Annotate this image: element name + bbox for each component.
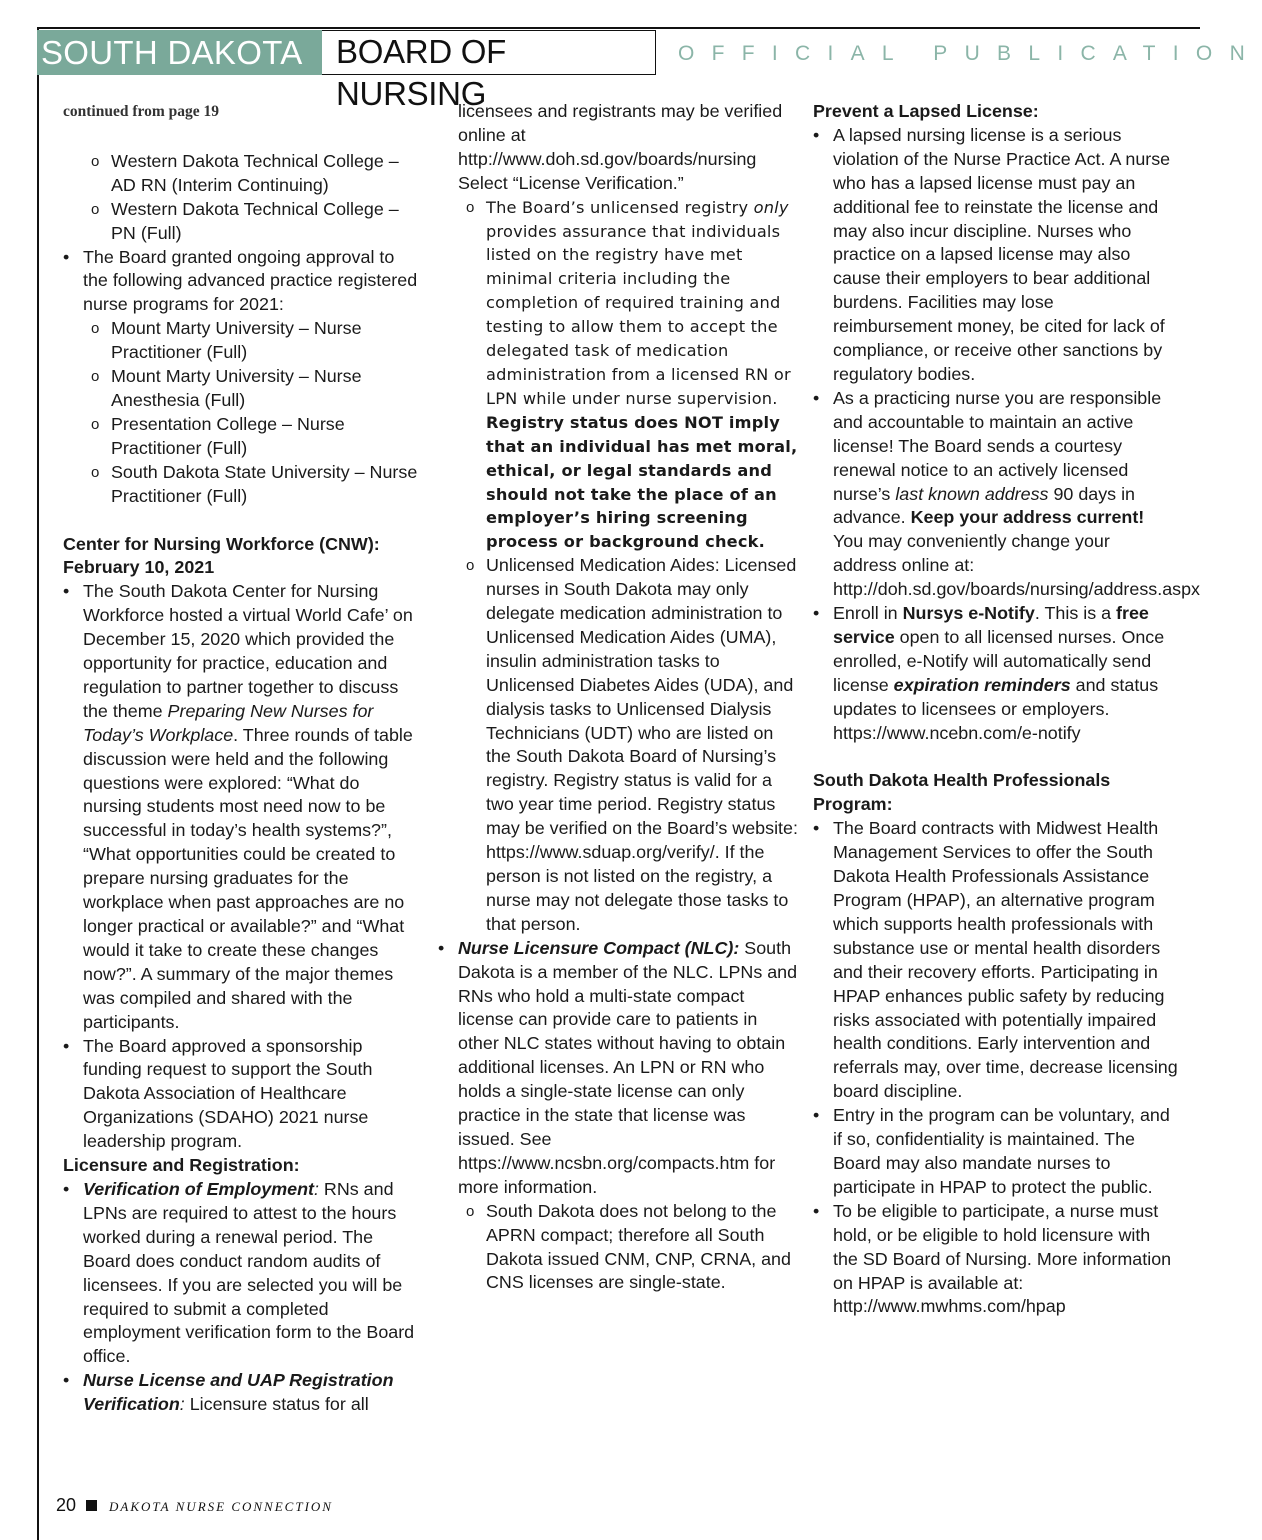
list-item: o Presentation College – Nurse Practitioner (Full) — [91, 413, 345, 458]
hpap-heading: South Dakota Health Professionals Program: — [813, 770, 1111, 815]
list-item: • The South Dakota Center for Nursing Workforce hosted a virtual World Cafe’ on December 15, 2020 which provided the opportunity for practice, education and regulation to partner together to discuss the theme Preparing New Nurses for Today’s Workplace. Three rounds of table discussion were held and the following questions were explored: “What do nursing students most need now to be successful in today’s health systems?”, “What opportunities could be created to prepare nursing graduates for the workplace when past approaches are no longer practical or available?” and “What would it take to create these changes now?”. A summary of the major themes was compiled and shared with the participants. — [63, 581, 413, 1032]
list-item: • The Board contracts with Midwest Health Management Services to offer the South Dakota Health Professionals Assistance Program (HPAP), an alternative program which supports health professionals with substance use or mental health disorders and their recovery efforts. Participating in HPAP enhances public safety by reducing risks associated with potentially impaired health conditions. Early intervention and referrals may, over time, decrease licensing board discipline. — [813, 818, 1178, 1102]
list-item: • As a practicing nurse you are responsible and accountable to maintain an active license! The Board sends a courtesy renewal notice to an actively licensed nurse’s last known address 90 days in advance. Keep your address current! You may conveniently change your address online at: http://doh.sd.gov/boards/nursing/address.aspx — [813, 387, 1200, 600]
circle-bullet-icon: o — [466, 198, 475, 216]
list-item: • The Board approved a sponsorship funding request to support the South Dakota Association of Healthcare Organizations (SDAHO) 2021 nurse leadership program. — [63, 1035, 373, 1152]
masthead-tagline: OFFICIAL PUBLICATION — [678, 42, 1262, 65]
top-rule — [37, 27, 1200, 29]
hpap-list — [813, 817, 1178, 1319]
circle-bullet-icon: o — [91, 415, 100, 433]
list-item: • The Board granted ongoing approval to the following advanced practice registered nurse programs for 2021: — [63, 246, 418, 315]
page-footer — [56, 1495, 333, 1516]
list-item: • Verification of Employment: RNs and LPNs are required to attest to the hours worked during a renewal period. The Board does conduct random audits of licensees. If you are selected you will be required to submit a completed employment verification form to the Board office. — [63, 1178, 415, 1367]
nlc-list — [438, 937, 800, 1200]
column-3 — [813, 100, 1200, 1319]
bullet-icon: • — [438, 937, 445, 958]
bullet-icon: • — [813, 818, 820, 839]
licensure-list — [63, 1178, 423, 1417]
column-1 — [63, 100, 423, 1417]
masthead-board: BOARD OF NURSING — [322, 30, 656, 75]
bullet-icon: • — [813, 603, 820, 624]
page-number: 20 — [56, 1495, 77, 1515]
list-item: o South Dakota State University – Nurse Practitioner (Full) — [91, 461, 418, 506]
bullet-icon: • — [813, 124, 820, 145]
bullet-icon: • — [813, 1105, 820, 1126]
list-item: • Nurse Licensure Compact (NLC): South Dakota is a member of the NLC. LPNs and RNs who hold a multi-state compact license can provide care to patients in other NLC states without having to obtain additional licenses. An LPN or RN who holds a single-state license can only practice in the state that license was issued. See https://www.ncsbn.org/compacts.htm for more information. — [438, 937, 798, 1197]
circle-bullet-icon: o — [91, 463, 100, 481]
circle-bullet-icon: o — [91, 152, 100, 170]
list-item: • Enroll in Nursys e-Notify. This is a free service open to all licensed nurses. Once enrolled, e-Notify will automatically send license expiration reminders and status updates to licensees or employers. https://www.ncebn.com/e-notify — [813, 603, 1165, 743]
registry-sublist — [438, 196, 800, 937]
verification-continued: licensees and registrants may be verified online at http://www.doh.sd.gov/boards/nursing Select “License Verification.” — [458, 101, 783, 193]
wdtc-sublist — [63, 150, 423, 246]
list-item: o Mount Marty University – Nurse Practitioner (Full) — [91, 318, 362, 363]
bullet-icon: • — [63, 1370, 70, 1391]
bullet-icon: • — [813, 1200, 820, 1221]
circle-bullet-icon: o — [466, 1202, 475, 1220]
bullet-icon: • — [813, 387, 820, 408]
bullet-icon: • — [63, 581, 70, 602]
circle-bullet-icon: o — [91, 200, 100, 218]
list-item: o South Dakota does not belong to the APRN compact; therefore all South Dakota issued CNM, CNP, CRNA, and CNS licenses are single-state. — [466, 1200, 791, 1293]
list-item: o Mount Marty University – Nurse Anesthesia (Full) — [91, 366, 362, 410]
list-item: • Entry in the program can be voluntary, and if so, confidentiality is maintained. The Board may also mandate nurses to participate in HPAP to protect the public. — [813, 1105, 1170, 1197]
masthead-state: SOUTH DAKOTA — [37, 30, 322, 75]
lapsed-heading: Prevent a Lapsed License: — [813, 101, 1039, 121]
magazine-name: DAKOTA NURSE CONNECTION — [109, 1499, 333, 1514]
list-item: • Nurse License and UAP Registration Verification: Licensure status for all — [63, 1370, 394, 1415]
aprn-list — [63, 246, 423, 318]
bullet-icon: • — [63, 246, 70, 267]
circle-bullet-icon: o — [466, 557, 475, 575]
square-icon — [86, 1500, 97, 1511]
left-rule — [37, 27, 39, 1540]
lapsed-list — [813, 124, 1200, 746]
bullet-icon: • — [63, 1178, 70, 1199]
nlc-sublist — [438, 1200, 800, 1296]
list-item: o Western Dakota Technical College – PN (Full) — [91, 198, 399, 243]
column-2 — [438, 100, 800, 1295]
list-item: o Unlicensed Medication Aides: Licensed nurses in South Dakota may only delegate medication administration to Unlicensed Medication Aides (UMA), insulin administration tasks to Unlicensed Diabetes Aides (UDA), and dialysis tasks to Unlicensed Dialysis Technicians (UDT) who are listed on the South Dakota Board of Nursing’s registry. Registry status is valid for a two year time period. Registry status may be verified on the Board’s website: https://www.sduap.org/verify/. If the person is not listed on the registry, a nurse may not delegate those tasks to that person. — [466, 555, 798, 934]
cnw-heading: Center for Nursing Workforce (CNW): February 10, 2021 — [63, 533, 380, 578]
continued-note: continued from page 19 — [63, 103, 220, 120]
list-item: • To be eligible to participate, a nurse must hold, or be eligible to hold licensure with the SD Board of Nursing. More information on HPAP is available at: http://www.mwhms.com/hpap — [813, 1200, 1172, 1317]
licensure-heading: Licensure and Registration: — [63, 1155, 300, 1176]
list-item: • A lapsed nursing license is a serious violation of the Nurse Practice Act. A nurse who has a lapsed license must pay an additional fee to reinstate the license and may also incur discipline. Nurses who practice on a lapsed license may also cause their employers to bear additional burdens. Facilities may lose reimbursement money, be cited for lack of compliance, or receive other sanctions by regulatory bodies. — [813, 124, 1171, 384]
list-item: o Western Dakota Technical College – AD RN (Interim Continuing) — [91, 150, 399, 195]
cnw-list — [63, 580, 423, 1154]
list-item: o The Board’s unlicensed registry only provides assurance that individuals listed on the registry have met minimal criteria including the completion of required training and testing to allow them to accept the delegated task of medication administration from a licensed RN or LPN while under nurse supervision. Registry status does NOT imply that an individual has met moral, ethical, or legal standards and should not take the place of an employer’s hiring screening process or background check. — [466, 197, 798, 552]
bullet-icon: • — [63, 1035, 70, 1056]
circle-bullet-icon: o — [91, 368, 100, 386]
circle-bullet-icon: o — [91, 320, 100, 338]
aprn-sublist — [63, 317, 423, 508]
